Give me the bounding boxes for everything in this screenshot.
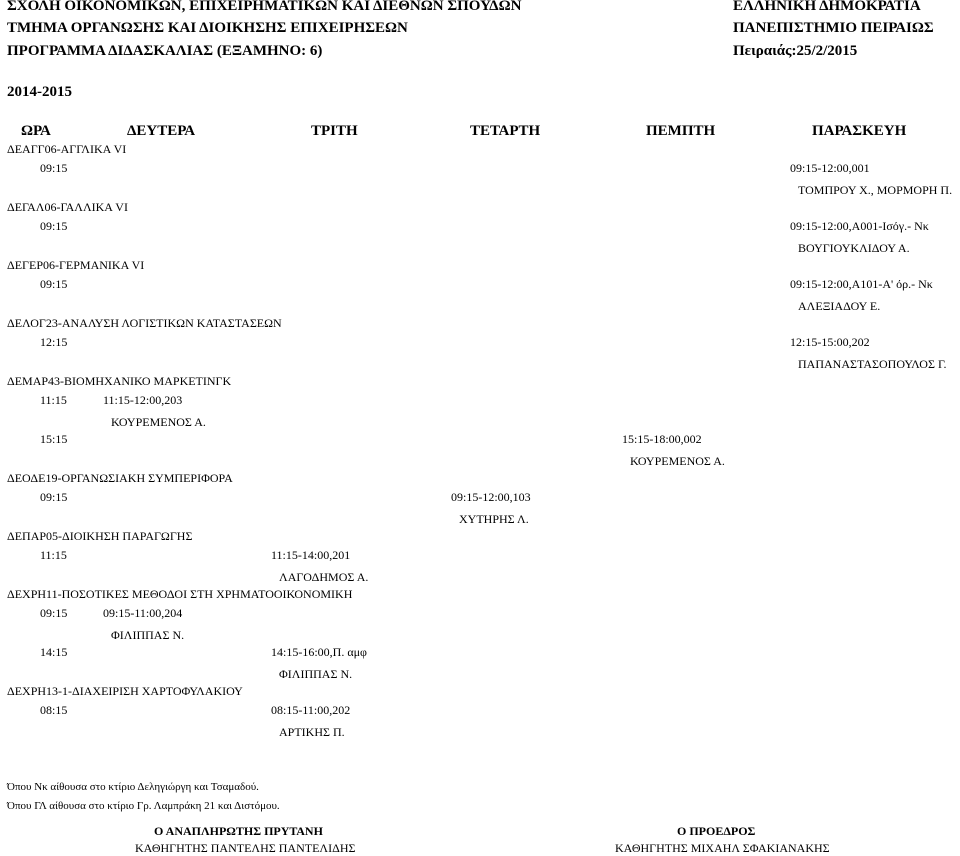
slot-cell: 12:15-15:00,202 <box>790 335 870 349</box>
teacher-cell: ΧΥΤΗΡΗΣ Λ. <box>459 512 529 526</box>
right-signatory-name: ΚΑΘΗΓΗΤΗΣ ΜΙΧΑΗΛ ΣΦΑΚΙΑΝΑΚΗΣ <box>615 841 830 855</box>
footnote-nk: Όπου Νκ αίθουσα στο κτίριο Δεληγιώργη και Τσαμαδού. <box>7 781 259 793</box>
time-cell: 11:15 <box>40 548 67 562</box>
col-header-tuesday: ΤΡΙΤΗ <box>311 123 358 139</box>
slot-cell: 11:15-12:00,203 <box>103 393 183 407</box>
course-title: ΔΕΛΟΓ23-ΑΝΑΛΥΣΗ ΛΟΓΙΣΤΙΚΩΝ ΚΑΤΑΣΤΑΣΕΩΝ <box>7 316 282 330</box>
teacher-cell: ΑΛΕΞΙΑΔΟΥ Ε. <box>798 299 881 313</box>
academic-year: 2014-2015 <box>7 84 72 100</box>
left-signatory-title: Ο ΑΝΑΠΛΗΡΩΤΗΣ ΠΡΥΤΑΝΗ <box>154 824 323 838</box>
time-cell: 09:15 <box>40 219 68 233</box>
col-header-thursday: ΠΕΜΠΤΗ <box>646 123 716 139</box>
time-cell: 09:15 <box>40 606 68 620</box>
teacher-cell: ΠΑΠΑΝΑΣΤΑΣΟΠΟΥΛΟΣ Γ. <box>798 357 947 371</box>
course-title: ΔΕΑΓΓ06-ΑΓΓΛΙΚΑ VI <box>7 142 127 156</box>
course-title: ΔΕΧΡΗ11-ΠΟΣΟΤΙΚΕΣ ΜΕΘΟΔΟΙ ΣΤΗ ΧΡΗΜΑΤΟΟΙΚΟΝΟΜΙΚΗ <box>7 587 353 601</box>
slot-cell: 11:15-14:00,201 <box>271 548 351 562</box>
department-name: ΤΜΗΜΑ ΟΡΓΑΝΩΣΗΣ ΚΑΙ ΔΙΟΙΚΗΣΗΣ ΕΠΙΧΕΙΡΗΣΕΩΝ <box>7 20 408 36</box>
teacher-cell: ΑΡΤΙΚΗΣ Π. <box>279 725 345 739</box>
teacher-cell: ΚΟΥΡΕΜΕΝΟΣ Α. <box>630 454 725 468</box>
teacher-cell: ΛΑΓΟΔΗΜΟΣ Α. <box>279 570 369 584</box>
teacher-cell: ΦΙΛΙΠΠΑΣ Ν. <box>111 628 185 642</box>
col-header-time: ΩΡΑ <box>21 123 51 139</box>
teacher-cell: ΚΟΥΡΕΜΕΝΟΣ Α. <box>111 415 206 429</box>
time-cell: 11:15 <box>40 393 67 407</box>
left-signatory-name: ΚΑΘΗΓΗΤΗΣ ΠΑΝΤΕΛΗΣ ΠΑΝΤΕΛΙΔΗΣ <box>135 841 356 855</box>
col-header-friday: ΠΑΡΑΣΚΕΥΗ <box>812 123 907 139</box>
time-cell: 09:15 <box>40 490 68 504</box>
slot-cell: 09:15-12:00,103 <box>451 490 531 504</box>
slot-cell: 15:15-18:00,002 <box>622 432 702 446</box>
country-name: ΕΛΛΗΝΙΚΗ ΔΗΜΟΚΡΑΤΙΑ <box>733 0 921 14</box>
university-name: ΠΑΝΕΠΙΣΤΗΜΙΟ ΠΕΙΡΑΙΩΣ <box>733 20 934 36</box>
slot-cell: 09:15-11:00,204 <box>103 606 183 620</box>
time-cell: 14:15 <box>40 645 68 659</box>
teacher-cell: ΤΟΜΠΡΟΥ Χ., ΜΟΡΜΟΡΗ Π. <box>798 183 953 197</box>
document-date: Πειραιάς:25/2/2015 <box>733 43 858 59</box>
course-title: ΔΕΓΑΛ06-ΓΑΛΛΙΚΑ VI <box>7 200 128 214</box>
time-cell: 09:15 <box>40 277 68 291</box>
program-title: ΠΡΟΓΡΑΜΜΑ ΔΙΔΑΣΚΑΛΙΑΣ (ΕΞΑΜΗΝΟ: 6) <box>7 43 323 59</box>
col-header-monday: ΔΕΥΤΕΡΑ <box>127 123 196 139</box>
footnote-gl: Όπου ΓΛ αίθουσα στο κτίριο Γρ. Λαμπράκη 21 και Διστόμου. <box>7 800 280 812</box>
slot-cell: 14:15-16:00,Π. αμφ <box>271 645 367 659</box>
time-cell: 08:15 <box>40 703 68 717</box>
teacher-cell: ΒΟΥΓΙΟΥΚΛΙΔΟΥ Α. <box>798 241 910 255</box>
time-cell: 09:15 <box>40 161 68 175</box>
slot-cell: 09:15-12:00,001 <box>790 161 870 175</box>
course-title: ΔΕΓΕΡ06-ΓΕΡΜΑΝΙΚΑ VI <box>7 258 145 272</box>
slot-cell: 09:15-12:00,Α001-Ισόγ.- Νκ <box>790 219 929 233</box>
slot-cell: 08:15-11:00,202 <box>271 703 351 717</box>
course-title: ΔΕΧΡΗ13-1-ΔΙΑΧΕΙΡΙΣΗ ΧΑΡΤΟΦΥΛΑΚΙΟΥ <box>7 684 243 698</box>
course-title: ΔΕΟΔΕ19-ΟΡΓΑΝΩΣΙΑΚΗ ΣΥΜΠΕΡΙΦΟΡΑ <box>7 471 233 485</box>
course-title: ΔΕΠΑΡ05-ΔΙΟΙΚΗΣΗ ΠΑΡΑΓΩΓΗΣ <box>7 529 193 543</box>
right-signatory-title: Ο ΠΡΟΕΔΡΟΣ <box>677 824 756 838</box>
teacher-cell: ΦΙΛΙΠΠΑΣ Ν. <box>279 667 353 681</box>
slot-cell: 09:15-12:00,Α101-Α' όρ.- Νκ <box>790 277 933 291</box>
col-header-wednesday: ΤΕΤΑΡΤΗ <box>470 123 541 139</box>
time-cell: 15:15 <box>40 432 68 446</box>
time-cell: 12:15 <box>40 335 68 349</box>
school-name: ΣΧΟΛΗ ΟΙΚΟΝΟΜΙΚΩΝ, ΕΠΙΧΕΙΡΗΜΑΤΙΚΩΝ ΚΑΙ ΔΙΕΘΝΩΝ ΣΠΟΥΔΩΝ <box>7 0 522 14</box>
course-title: ΔΕΜΑΡ43-ΒΙΟΜΗΧΑΝΙΚΟ ΜΑΡΚΕΤΙΝΓΚ <box>7 374 232 388</box>
